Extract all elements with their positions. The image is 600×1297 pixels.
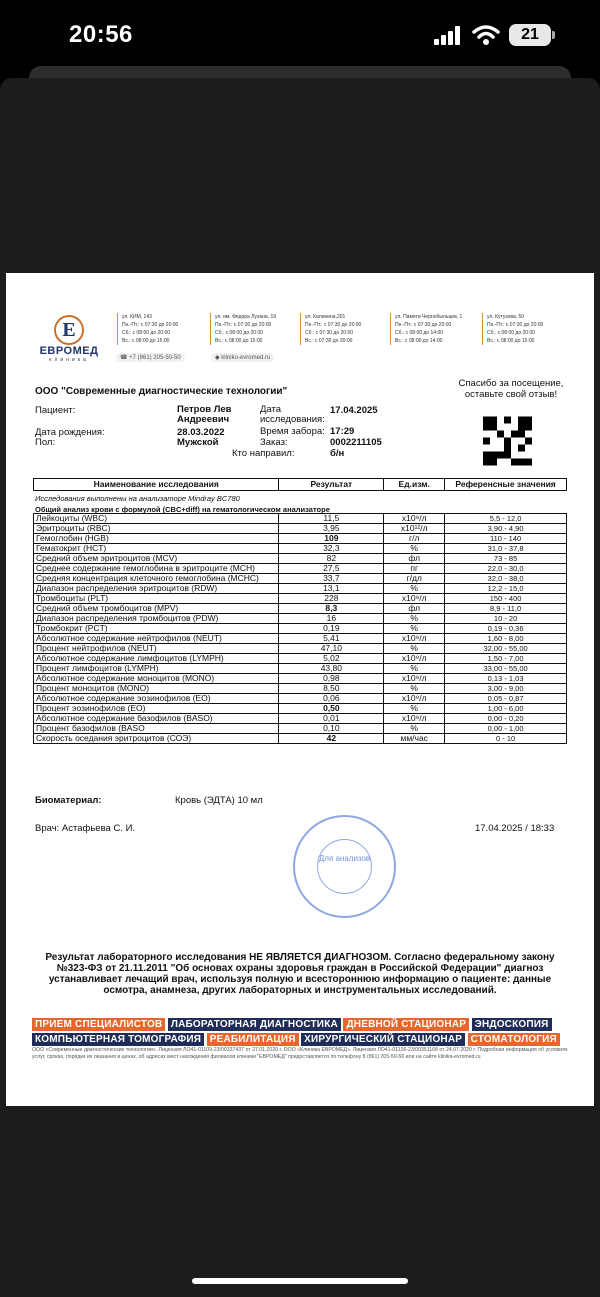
reference-range: 1,00 - 6,00 [445,704,567,714]
brand-subtitle: клиника [49,357,89,363]
branch-1: ул. КИМ, 143 Пн.-Пт.: с 07:30 до 20:00 Сб.: с 08:00 до 20:00 Вс.: с 08:00 до 15:00 [117,313,205,345]
table-row [34,584,567,594]
disclaimer: Результат лабораторного исследования НЕ ЯВЛЯЕТСЯ ДИАГНОЗОМ. Согласно федеральному закону №323-ФЗ от 21.11.2011 "Об основах охраны здоровья граждан в Российской Федерации" диагноз устанавливает лечащий врач, используя полную и всестороннюю информацию о пациенте: данные осмотра, анамнеза, других лабораторных и инструментальных исследований. [45,952,555,996]
col-result: Результат [279,479,384,491]
table-row [34,644,567,654]
analyzer-note: Исследования выполнены на анализаторе Mindray BC780 [35,494,240,503]
date-value: 17.04.2025 [330,405,378,416]
test-name: Диапазон распределения тромбоцитов (PDW) [34,614,279,624]
unit: % [384,664,445,674]
result-value: 5,41 [279,634,384,644]
table-row [34,604,567,614]
reference-range: 1,60 - 8,00 [445,634,567,644]
result-value: 3,95 [279,524,384,534]
branch-4: ул. Памяти Чернобыльцев, 1 Пн.-Пт.: с 07:30 до 20:00 Сб.: с 08:00 до 14:00 Вс.: с 08:00 до 14:00 [390,313,478,345]
unit: % [384,544,445,554]
date-label: Дата исследования: [260,404,325,425]
services-bar [32,1017,568,1047]
test-name: Процент моноцитов (MONO) [34,684,279,694]
result-value: 109 [279,534,384,544]
col-unit: Ед.изм. [384,479,445,491]
birth-label: Дата рождения: [35,427,105,438]
reference-range: 0,00 - 1,00 [445,724,567,734]
service-tag: КОМПЬЮТЕРНАЯ ТОМОГРАФИЯ [32,1033,204,1046]
reference-range: 1,50 - 7,00 [445,654,567,664]
test-name: Абсолютное содержание базофилов (BASO) [34,714,279,724]
result-value: 0,19 [279,624,384,634]
patient-name: Петров Лев Андреевич [177,404,232,425]
time-label: Время забора: [260,426,325,437]
doctor-name: Врач: Астафьева С. И. [35,823,136,834]
results-table [33,478,567,744]
test-name: Абсолютное содержание лимфоцитов (LYMPH) [34,654,279,664]
unit: % [384,614,445,624]
table-row [34,634,567,644]
unit: х10⁹/л [384,654,445,664]
clinic-phone: ☎ +7 (861) 205-50-50 [116,353,185,362]
table-row [34,514,567,524]
unit: х10⁹/л [384,594,445,604]
reference-range: 32,00 - 55,00 [445,644,567,654]
result-value: 16 [279,614,384,624]
cellular-signal-icon [434,26,464,45]
qr-code-icon[interactable] [483,411,532,471]
test-name: Процент эозинофилов (EO) [34,704,279,714]
result-value: 33,7 [279,574,384,584]
unit: % [384,584,445,594]
table-row [34,544,567,554]
test-name: Процент базофилов (BASO [34,724,279,734]
test-name: Эритроциты (RBC) [34,524,279,534]
unit: х10⁹/л [384,694,445,704]
result-value: 8,3 [279,604,384,614]
reference-range: 10 - 20 [445,614,567,624]
table-row [34,614,567,624]
reference-range: 32,0 - 38,0 [445,574,567,584]
unit: х10¹²/л [384,524,445,534]
result-value: 5,02 [279,654,384,664]
branch-2: ул. им. Федора Лузана, 19 Пн.-Пт.: с 07:30 до 20:00 Сб.: с 08:00 до 20:00 Вс.: с 08:00 до 15:00 [210,313,298,345]
biomaterial-value: Кровь (ЭДТА) 10 мл [175,795,263,806]
table-row [34,694,567,704]
home-indicator[interactable] [192,1278,408,1284]
result-value: 13,1 [279,584,384,594]
unit: % [384,684,445,694]
test-name: Лейкоциты (WBC) [34,514,279,524]
unit: х10⁹/л [384,514,445,524]
result-value: 82 [279,554,384,564]
test-name: Средняя концентрация клеточного гемоглобина (MCHC) [34,574,279,584]
reference-range: 5,5 - 12,0 [445,514,567,524]
reference-range: 150 - 400 [445,594,567,604]
wifi-icon [472,24,500,46]
reference-range: 73 - 85 [445,554,567,564]
result-value: 0,06 [279,694,384,704]
result-value: 27,5 [279,564,384,574]
service-tag: ПРИЕМ СПЕЦИАЛИСТОВ [32,1018,165,1031]
result-value: 0,01 [279,714,384,724]
unit: % [384,724,445,734]
reference-range: 0,05 - 0,87 [445,694,567,704]
service-tag: ЛАБОРАТОРНАЯ ДИАГНОСТИКА [168,1018,341,1031]
unit: % [384,624,445,634]
test-name: Тромбокрит (PCT) [34,624,279,634]
order-label: Заказ: [260,437,288,448]
reference-range: 22,0 - 30,0 [445,564,567,574]
battery-indicator: 21 [509,24,551,46]
result-value: 8,50 [279,684,384,694]
referrer-label: Кто направил: [232,448,295,459]
unit: фл [384,604,445,614]
table-row [34,674,567,684]
clinic-stamp [293,815,396,918]
result-value: 0,98 [279,674,384,684]
unit: фл [384,554,445,564]
test-name: Гемоглобин (HGB) [34,534,279,544]
test-name: Абсолютное содержание эозинофилов (EO) [34,694,279,704]
logo-letter: Е [54,315,84,345]
reference-range: 0,00 - 0,20 [445,714,567,724]
reference-range: 3,00 - 9,00 [445,684,567,694]
test-name: Средний объем эритроцитов (MCV) [34,554,279,564]
service-tag: ХИРУРГИЧЕСКИЙ СТАЦИОНАР [301,1033,465,1046]
test-name: Тромбоциты (PLT) [34,594,279,604]
test-name: Средний объем тромбоцитов (MPV) [34,604,279,614]
branch-5: ул. Кутузова, 50 Пн.-Пт.: с 07:30 до 20:00 Сб.: с 08:00 до 20:00 Вс.: с 08:00 до 15:00 [482,313,570,345]
service-tag: ДНЕВНОЙ СТАЦИОНАР [343,1018,469,1031]
reference-range: 12,2 - 15,0 [445,584,567,594]
clinic-site: ◆ kliniko-evromed.ru [211,353,274,362]
table-header [34,479,567,491]
org-name: ООО "Современные диагностические технологии" [35,386,288,397]
stamp-center: Для анализов [317,839,372,894]
test-name: Гематокрит (HCT) [34,544,279,554]
service-tag: РЕАБИЛИТАЦИЯ [207,1033,299,1046]
status-time: 20:56 [69,21,133,48]
test-name: Процент лимфоцитов (LYMPH) [34,664,279,674]
birth-value: 28.03.2022 [177,427,225,438]
reference-range: 110 - 140 [445,534,567,544]
lab-report-document[interactable] [6,273,594,1106]
status-bar [0,0,600,70]
reference-range: 0 - 10 [445,734,567,744]
reference-range: 33,00 - 55,00 [445,664,567,674]
table-row [34,534,567,544]
col-reference: Референсные значения [445,479,567,491]
service-tag: ЭНДОСКОПИЯ [472,1018,552,1031]
unit: мм/час [384,734,445,744]
table-row [34,704,567,714]
unit: х10⁹/л [384,634,445,644]
report-datetime: 17.04.2025 / 18:33 [475,823,555,834]
result-value: 11,5 [279,514,384,524]
table-body [34,514,567,744]
result-value: 43,80 [279,664,384,674]
branch-3: ул. Калинина,201 Пн.-Пт.: с 07:30 до 20:00 Сб.: с 07:30 до 20:00 Вс.: с 07:30 до 20:00 [300,313,388,345]
service-tag: СТОМАТОЛОГИЯ [468,1033,560,1046]
result-value: 42 [279,734,384,744]
unit: % [384,644,445,654]
unit: х10⁹/л [384,714,445,724]
reference-range: 3,90 - 4,90 [445,524,567,534]
table-row [34,524,567,534]
result-value: 47,10 [279,644,384,654]
table-row [34,564,567,574]
brand-name: ЕВРОМЕД [39,345,99,357]
biomaterial-label: Биоматериал: [35,795,102,806]
sex-label: Пол: [35,437,56,448]
unit: г/л [384,534,445,544]
reference-range: 8,9 - 11,0 [445,604,567,614]
table-row [34,684,567,694]
result-value: 32,3 [279,544,384,554]
order-value: 0002211105 [330,437,382,448]
table-row [34,594,567,604]
table-row [34,574,567,584]
result-value: 228 [279,594,384,604]
table-row [34,734,567,744]
table-row [34,624,567,634]
unit: % [384,704,445,714]
unit: г/дл [384,574,445,584]
test-name: Скорость оседания эритроцитов (СОЭ) [34,734,279,744]
section-title: Общий анализ крови с формулой (CBC+diff) на гематологическом анализаторе [35,505,330,514]
reference-range: 0,13 - 1,03 [445,674,567,684]
time-value: 17:29 [330,426,355,437]
table-row [34,714,567,724]
reference-range: 31,0 - 37,8 [445,544,567,554]
result-value: 0,50 [279,704,384,714]
fine-print: ООО «Современные диагностические технологии». Лицензия ЛО41-01109-23/00337437 от 27.01.2020 г. ООО «Клиника ЕВРОМЕД». Лицензия ЛО41-01126-23/00351168 от 24.07.2020 г. Подробная информация об условиях услуг, сроках, порядке их оказания и ценах, об адресах мест нахождения филиалов клиники "ЕВРОМЕД" предоставляется по телефону 8 (861) 205-50-50 или на сайте klinika-evromed.ru [32,1047,568,1060]
table-row [34,654,567,664]
table-row [34,554,567,564]
unit: пг [384,564,445,574]
table-row [34,664,567,674]
test-name: Абсолютное содержание нейтрофилов (NEUT) [34,634,279,644]
clinic-logo [31,315,107,373]
test-name: Абсолютное содержание моноцитов (MONO) [34,674,279,684]
table-row [34,724,567,734]
patient-label: Пациент: [35,405,76,416]
test-name: Среднее содержание гемоглобина в эритроците (MCH) [34,564,279,574]
test-name: Диапазон распределения эритроцитов (RDW) [34,584,279,594]
feedback-text: Спасибо за посещение, оставьте свой отзыв! [458,378,564,400]
result-value: 0,10 [279,724,384,734]
test-name: Процент нейтрофилов (NEUT) [34,644,279,654]
unit: х10⁹/л [384,674,445,684]
referrer-value: б/н [330,448,345,459]
col-test: Наименование исследования [34,479,279,491]
reference-range: 0,19 - 0,36 [445,624,567,634]
sex-value: Мужской [177,437,219,448]
